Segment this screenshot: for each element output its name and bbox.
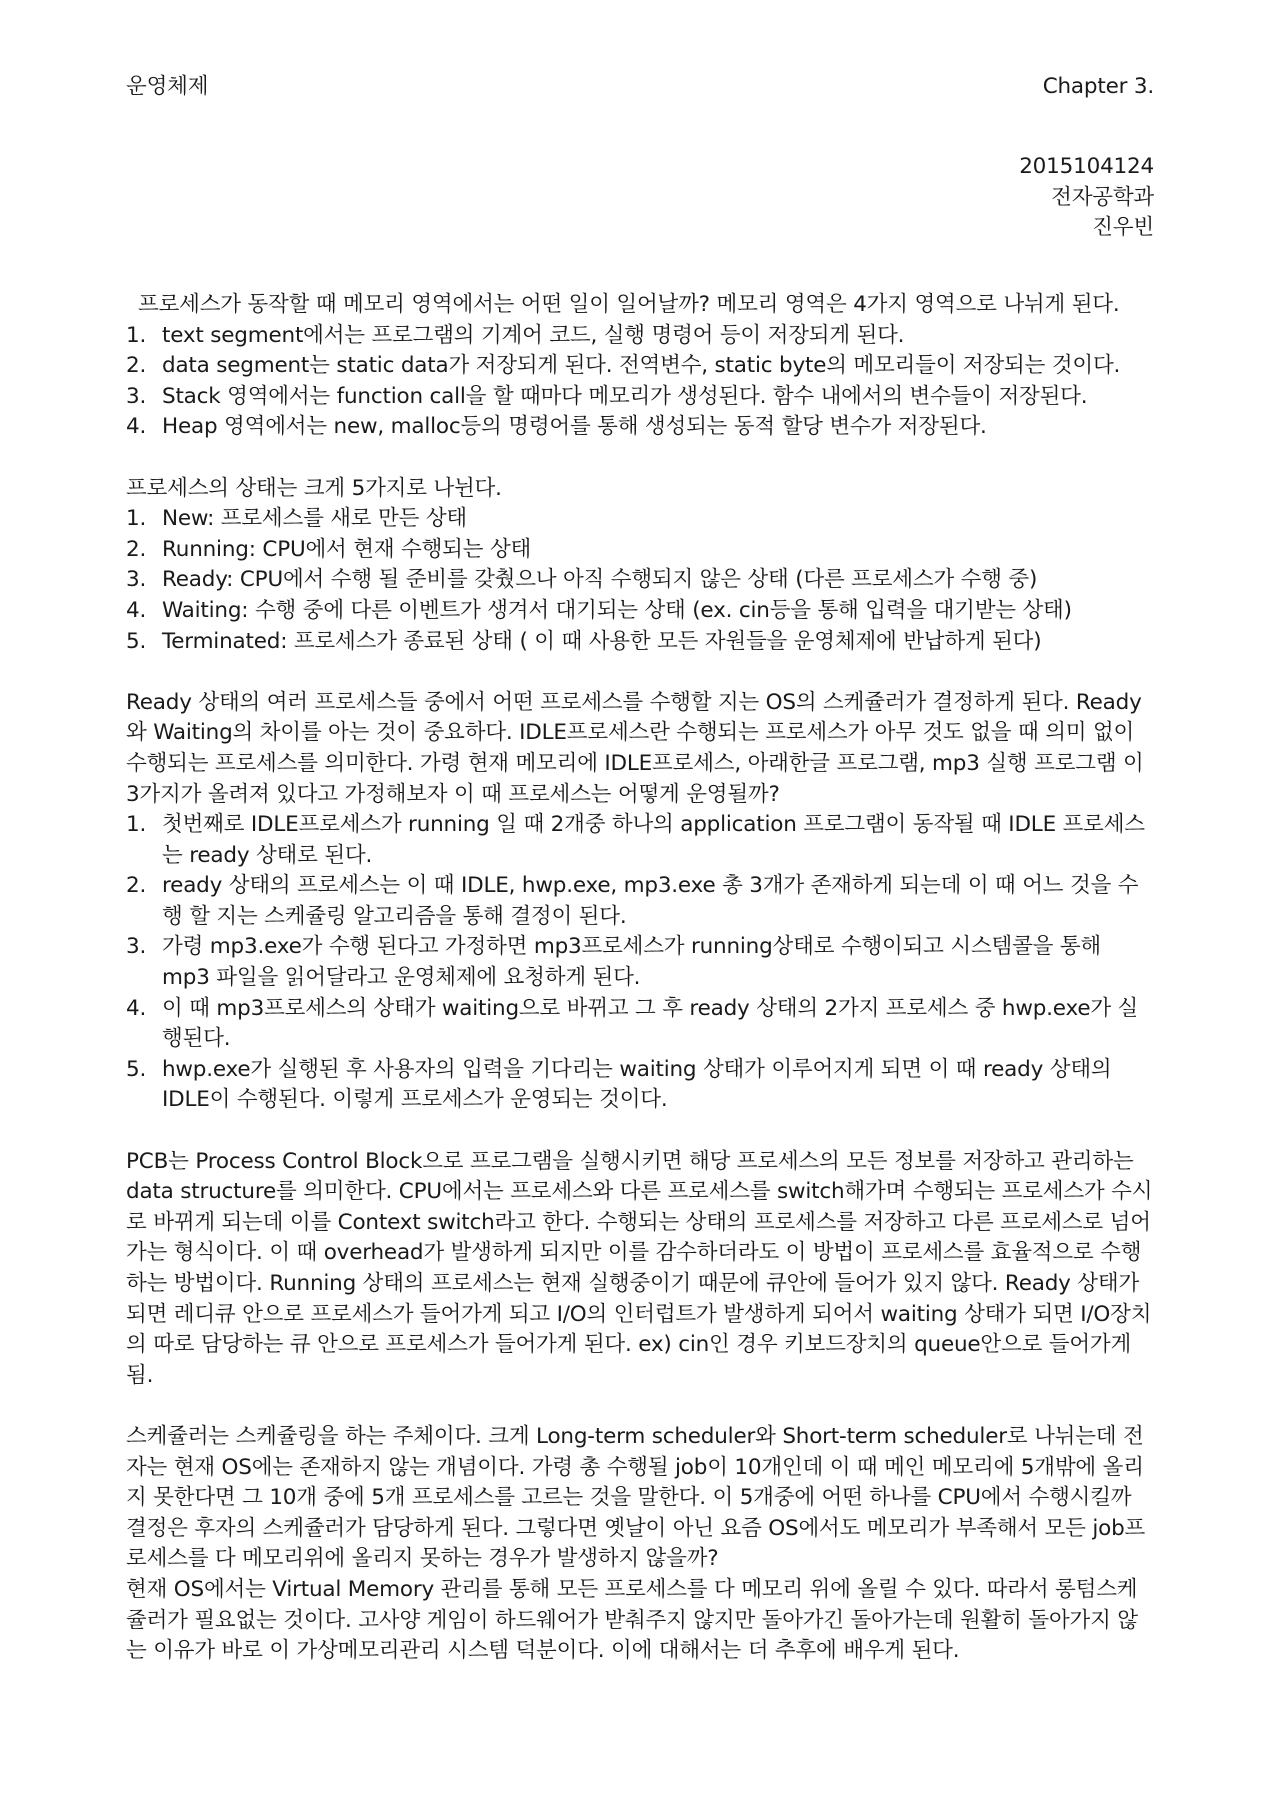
running-header [126, 72, 1154, 103]
pcb-paragraph: PCB는 Process Control Block으로 프로그램을 실행시키면 해당 프로세스의 모든 정보를 저장하고 관리하는 data structure를 의미한다. CPU에서는 프로세스와 다른 프로세스를 switch해가며 수행되는 프로세스가 수시로 바뀌게 되는데 이를 Context switch라고 한다. 수행되는 상태의 프로세스를 저장하고 다른 프로세스로 넘어가는 형식이다. 이 때 overhead가 발생하게 되지만 이를 감수하더라도 이 방법이 프로세스를 효율적으로 수행하는 방법이다. Running 상태의 프로세스는 현재 실행중이기 때문에 큐안에 들어가 있지 않다. Ready 상태가 되면 레디큐 안으로 프로세스가 들어가게 되고 I/O의 인터럽트가 발생하게 되어서 waiting 상태가 되면 I/O장치의 따로 담당하는 큐 안으로 프로세스가 들어가게 된다. ex) cin인 경우 키보드장치의 queue안으로 들어가게 됨. [126, 1148, 1153, 1388]
states-intro: 프로세스의 상태는 크게 5가지로 나뉜다. [126, 475, 502, 501]
list-number: 2. [126, 353, 147, 379]
list-text: 첫번째로 IDLE프로세스가 running 일 때 2개중 하나의 application 프로그램이 동작될 때 IDLE 프로세스는 ready 상태로 된다. [162, 812, 1145, 868]
list-number: 4. [126, 414, 147, 440]
list-text: New: 프로세스를 새로 만든 상태 [162, 506, 467, 532]
list-item [126, 412, 1154, 443]
list-number: 1. [126, 812, 147, 838]
list-item [126, 810, 1154, 871]
ready-list [126, 810, 1154, 1116]
list-text: hwp.exe가 실행된 후 사용자의 입력을 기다리는 waiting 상태가 이루어지게 되면 이 때 ready 상태의 IDLE이 수행된다. 이렇게 프로세스가 운영되는 것이다. [162, 1056, 1112, 1113]
list-number: 2. [126, 873, 147, 899]
list-item [126, 932, 1154, 993]
list-number: 4. [126, 597, 147, 623]
list-text: Running: CPU에서 현재 수행되는 상태 [162, 536, 532, 562]
list-text: Stack 영역에서는 function call을 할 때마다 메모리가 생성된다. 함수 내에서의 변수들이 저장된다. [162, 383, 1088, 409]
list-item [126, 1055, 1154, 1116]
list-text: Terminated: 프로세스가 종료된 상태 ( 이 때 사용한 모든 자원들을 운영체제에 반납하게 된다) [162, 628, 1042, 654]
student-id: 2015104124 [1019, 154, 1154, 179]
list-item [126, 504, 1154, 535]
list-item [126, 321, 1154, 352]
list-item [126, 871, 1154, 932]
list-text: text segment에서는 프로그램의 기계어 코드, 실행 명령어 등이 저장되게 된다. [162, 322, 905, 348]
list-number: 3. [126, 567, 147, 593]
document-body [126, 290, 1154, 1667]
memory-intro: 프로세스가 동작할 때 메모리 영역에서는 어떤 일이 일어날까? 메모리 영역은 4가지 영역으로 나뉘게 된다. [138, 292, 1120, 317]
list-text: 이 때 mp3프로세스의 상태가 waiting으로 바뀌고 그 후 ready 상태의 2가지 프로세스 중 hwp.exe가 실행된다. [162, 995, 1139, 1052]
list-item [126, 627, 1154, 658]
course-title: 운영체제 [126, 74, 209, 99]
memory-list [126, 321, 1154, 443]
list-text: Ready: CPU에서 수행 될 준비를 갖췄으나 아직 수행되지 않은 상태 (다른 프로세스가 수행 중) [162, 567, 1038, 593]
virtual-memory-paragraph: 현재 OS에서는 Virtual Memory 관리를 통해 모든 프로세스를 다 메모리 위에 올릴 수 있다. 따라서 롱텀스케쥴러가 필요없는 것이다. 고사양 게임이 하드웨어가 받춰주지 않지만 돌아가긴 돌아가는데 원활히 돌아가지 않는 이유가 바로 이 가상메모리관리 시스템 덕분이다. 이에 대해서는 더 추후에 배우게 된다. [126, 1576, 1138, 1664]
list-number: 1. [126, 322, 147, 348]
list-number: 5. [126, 1056, 147, 1082]
list-item [126, 382, 1154, 413]
list-item [126, 535, 1154, 566]
list-item [126, 994, 1154, 1055]
states-list [126, 504, 1154, 657]
list-text: 가령 mp3.exe가 수행 된다고 가정하면 mp3프로세스가 running상태로 수행이되고 시스템콜을 통해 mp3 파일을 읽어달라고 운영체제에 요청하게 된다. [162, 934, 1101, 991]
list-item [126, 565, 1154, 596]
list-item [126, 351, 1154, 382]
list-number: 3. [126, 383, 147, 409]
scheduler-paragraph: 스케쥴러는 스케쥴링을 하는 주체이다. 크게 Long-term scheduler와 Short-term scheduler로 나뉘는데 전자는 현재 OS에는 존재하지 않는 개념이다. 가령 총 수행될 job이 10개인데 이 때 메인 메모리에 5개밖에 올리지 못한다면 그 10개 중에 5개 프로세스를 고르는 것을 말한다. 이 5개중에 어떤 하나를 CPU에서 수행시킬까 결정은 후자의 스케쥴러가 담당하게 된다. 그렇다면 옛날이 아닌 요즘 OS에서도 메모리가 부족해서 모든 job프로세스를 다 메모리위에 올리지 못하는 경우가 발생하지 않을까? [126, 1423, 1146, 1572]
list-number: 3. [126, 934, 147, 960]
list-number: 5. [126, 628, 147, 654]
department: 전자공학과 [1051, 184, 1154, 210]
list-text: Waiting: 수행 중에 다른 이벤트가 생겨서 대기되는 상태 (ex. cin등을 통해 입력을 대기받는 상태) [162, 597, 1072, 623]
chapter-label: Chapter 3. [1042, 74, 1154, 99]
list-text: data segment는 static data가 저장되게 된다. 전역변수, static byte의 메모리들이 저장되는 것이다. [162, 353, 1121, 379]
ready-intro: Ready 상태의 여러 프로세스들 중에서 어떤 프로세스를 수행할 지는 OS의 스케쥴러가 결정하게 된다. Ready와 Waiting의 차이를 아는 것이 중요하다. IDLE프로세스란 수행되는 프로세스가 아무 것도 없을 때 의미 없이 수행되는 프로세스를 의미한다. 가령 현재 메모리에 IDLE프로세스, 아래한글 프로그램, mp3 실행 프로그램 이 3가지가 올려져 있다고 가정해보자 이 때 프로세스는 어떻게 운영될까? [126, 689, 1144, 807]
list-number: 4. [126, 995, 147, 1021]
list-text: ready 상태의 프로세스는 이 때 IDLE, hwp.exe, mp3.exe 총 3개가 존재하게 되는데 이 때 어느 것을 수행 할 지는 스케쥴링 알고리즘을 통해 결정이 된다. [162, 873, 1139, 929]
author-name: 진우빈 [1092, 215, 1154, 241]
author-block [1019, 152, 1154, 244]
list-number: 2. [126, 536, 147, 562]
list-number: 1. [126, 506, 147, 532]
list-item [126, 596, 1154, 627]
list-text: Heap 영역에서는 new, malloc등의 명령어를 통해 생성되는 동적 할당 변수가 저장된다. [162, 414, 987, 440]
